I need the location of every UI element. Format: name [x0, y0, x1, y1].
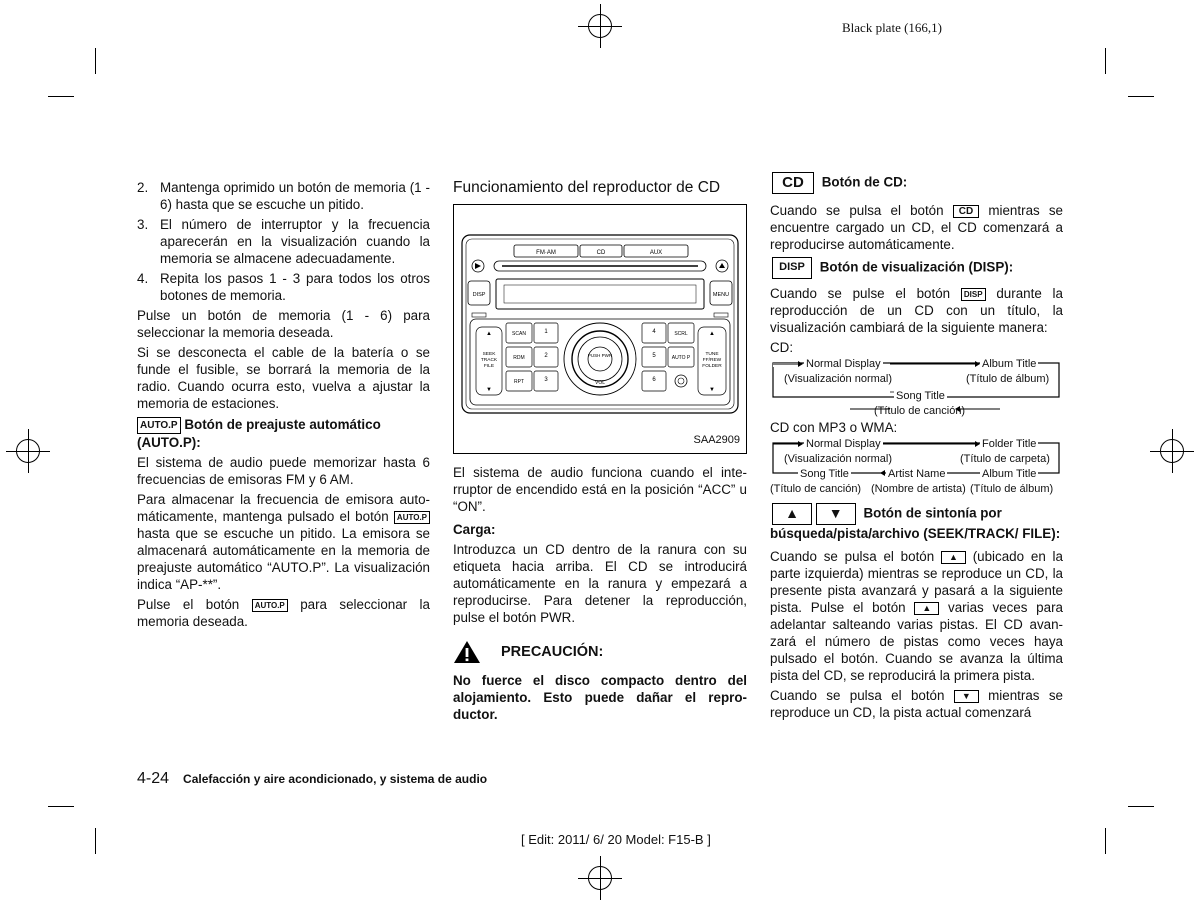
svg-text:SCAN: SCAN: [512, 331, 526, 337]
warning-icon: [453, 640, 481, 664]
svg-text:TRACK: TRACK: [480, 358, 498, 363]
paragraph: El sistema de audio funciona cuando el inte-rruptor de encendido está en la posición “ACC” u “ON”.: [453, 465, 747, 514]
seek-heading: ▲ ▼ Botón de sintonía por búsqueda/pista/archivo (SEEK/TRACK/ FILE):: [770, 505, 1061, 541]
registration-mark: [578, 856, 622, 900]
svg-text:▼: ▼: [486, 387, 492, 393]
cd-button-icon: CD: [953, 205, 979, 218]
registration-mark: [6, 429, 50, 473]
paragraph: Pulse un botón de memoria (1 - 6) para seleccionar la memoria deseada.: [137, 308, 430, 340]
cd-heading: CD Botón de CD:: [770, 172, 1063, 194]
svg-text:AUTO P: AUTO P: [671, 355, 691, 361]
autop-button-icon: AUTO.P: [394, 511, 430, 524]
seek-up-button-icon: ▲: [941, 551, 966, 564]
paragraph: El sistema de audio puede memorizar hasta 6 frecuencias de emisoras FM y 6 AM.: [137, 454, 430, 487]
display-flow-mp3: Normal Display (Visualización normal) Folder Title (Título de carpeta) Song Title (Título de canción) Artist Name (Nombre de artista) Album Title (Título de álbum): [770, 439, 1063, 503]
plate-label: Black plate (166,1): [842, 20, 942, 35]
disp-button-icon: DISP: [961, 288, 986, 301]
column-left: [137, 179, 430, 633]
svg-text:TUNE: TUNE: [705, 352, 719, 357]
paragraph: Cuando se pulsa el botón CD mientras se encuentre cargado un CD, el CD comenzará a reproducirse automáticamente.: [770, 203, 1063, 252]
svg-text:▼: ▼: [709, 387, 715, 393]
svg-text:RDM: RDM: [513, 355, 525, 361]
svg-text:6: 6: [652, 377, 656, 383]
cd-label: CD:: [770, 340, 794, 355]
autop-heading: AUTO.P Botón de preajuste automático (AUTO.P):: [137, 417, 381, 450]
svg-text:▲: ▲: [486, 331, 492, 337]
list-item: 2. Mantenga oprimido un botón de memoria (1 - 6) hasta que se escuche un pitido.: [137, 180, 430, 212]
svg-text:▲: ▲: [709, 331, 715, 337]
svg-text:5: 5: [652, 353, 656, 359]
svg-text:SEEK: SEEK: [482, 352, 496, 357]
cd-icon: CD: [772, 172, 814, 194]
radio-illustration: [454, 205, 746, 453]
steps-list: [137, 179, 430, 304]
svg-text:FOLDER: FOLDER: [702, 364, 722, 369]
registration-mark: [1150, 429, 1194, 473]
seek-down-button-icon: ▼: [954, 690, 979, 703]
caution-text: No fuerce el disco compacto dentro del alojamiento. Esto puede dañar el repro-ductor.: [453, 673, 747, 722]
seek-up-button-icon: ▲: [914, 602, 939, 615]
svg-text:FF/REW: FF/REW: [702, 358, 722, 363]
crop-mark: [1105, 828, 1106, 854]
cd-label: CD: [596, 250, 606, 256]
carga-heading: Carga:: [453, 522, 496, 537]
crop-mark: [1128, 96, 1154, 97]
crop-mark: [48, 806, 74, 807]
list-item: 4. Repita los pasos 1 - 3 para todos los otros botones de memoria.: [137, 271, 430, 303]
paragraph: Para almacenar la frecuencia de emisora auto-máticamente, mantenga pulsado el botón AUTO.P hasta que se escuche un pitido. La emisora se almacenará automáticamente en la memoria de preajuste automático “AUTO.P”. La visualización indica “AP-**”.: [137, 491, 430, 592]
fm-am-label: FM·AM: [536, 250, 556, 256]
seek-up-icon: ▲: [772, 503, 812, 525]
crop-mark: [48, 96, 74, 97]
column-middle: [453, 179, 747, 726]
page-number: 4-24: [137, 770, 170, 787]
crop-mark: [95, 48, 96, 74]
paragraph: Cuando se pulsa el botón ▼ mientras se reproduce un CD, la pista actual comenzará: [770, 688, 1063, 720]
autop-icon: AUTO.P: [137, 417, 181, 434]
paragraph: Introduzca un CD dentro de la ranura con su etiqueta hacia arriba. El CD se introducirá automáticamente en la ranura y empezará a reproducirse. Para detener la reproducción, pulse el botón PWR.: [453, 542, 747, 625]
crop-mark: [95, 828, 96, 854]
svg-text:2: 2: [544, 353, 548, 359]
disp-heading: DISP Botón de visualización (DISP):: [770, 257, 1063, 279]
disp-icon: DISP: [772, 257, 812, 279]
mp3-label: CD con MP3 o WMA:: [770, 420, 898, 435]
paragraph: Pulse el botón AUTO.P para seleccionar la memoria deseada.: [137, 596, 430, 629]
caution-heading: PRECAUCIÓN:: [453, 640, 747, 664]
seek-down-icon: ▼: [816, 503, 856, 525]
list-item: 3. El número de interruptor y la frecuencia aparecerán en la visualización cuando la memoria se almacene adecuadamente.: [137, 217, 430, 266]
svg-text:4: 4: [652, 329, 656, 335]
column-right: [770, 172, 1063, 724]
svg-text:RPT: RPT: [514, 379, 524, 385]
aux-label: AUX: [649, 250, 663, 256]
svg-text:3: 3: [544, 377, 548, 383]
radio-figure: [453, 204, 747, 454]
crop-mark: [1128, 806, 1154, 807]
svg-text:SCRL: SCRL: [674, 331, 688, 337]
registration-mark: [578, 4, 622, 48]
crop-mark: [1105, 48, 1106, 74]
paragraph: Cuando se pulse el botón DISP durante la reproducción de un CD con un título, la visualización cambiará de la siguiente manera:: [770, 286, 1063, 335]
svg-text:FILE: FILE: [483, 364, 495, 369]
footer-section-title: Calefacción y aire acondicionado, y sistema de audio: [183, 772, 488, 786]
paragraph: Si se desconecta el cable de la batería o se funde el fusible, se borrará la memoria de la radio. Cuando ocurra esto, vuelva a ajustar la memoria de estaciones.: [137, 345, 430, 411]
menu-label: MENU: [712, 292, 730, 298]
figure-code: SAA2909: [693, 434, 740, 446]
display-flow-cd: Normal Display (Visualización normal) Album Title (Título de álbum) Song Title (Título de canción): [770, 359, 1063, 417]
vol-label: VOL: [594, 380, 606, 386]
push-pwr-label: PUSH PWR: [587, 353, 613, 358]
svg-text:1: 1: [544, 329, 548, 335]
section-title: Funcionamiento del reproductor de CD: [453, 179, 721, 196]
paragraph: Cuando se pulsa el botón ▲ (ubicado en la parte izquierda) mientras se reproduce un CD, la presente pista avanzará y pasará a la siguiente pista. Pulse el botón ▲ varias veces para adelantar salteando varias pistas. El CD avan-zará el número de pistas como veces haya pulsado el botón. Cuando se avanza la última pista del CD, se reproducirá la primera pista.: [770, 549, 1063, 683]
edit-info: [ Edit: 2011/ 6/ 20 Model: F15-B ]: [521, 832, 711, 847]
disp-label: DISP: [472, 292, 486, 298]
autop-button-icon: AUTO.P: [252, 599, 288, 612]
page-footer: [137, 770, 487, 788]
